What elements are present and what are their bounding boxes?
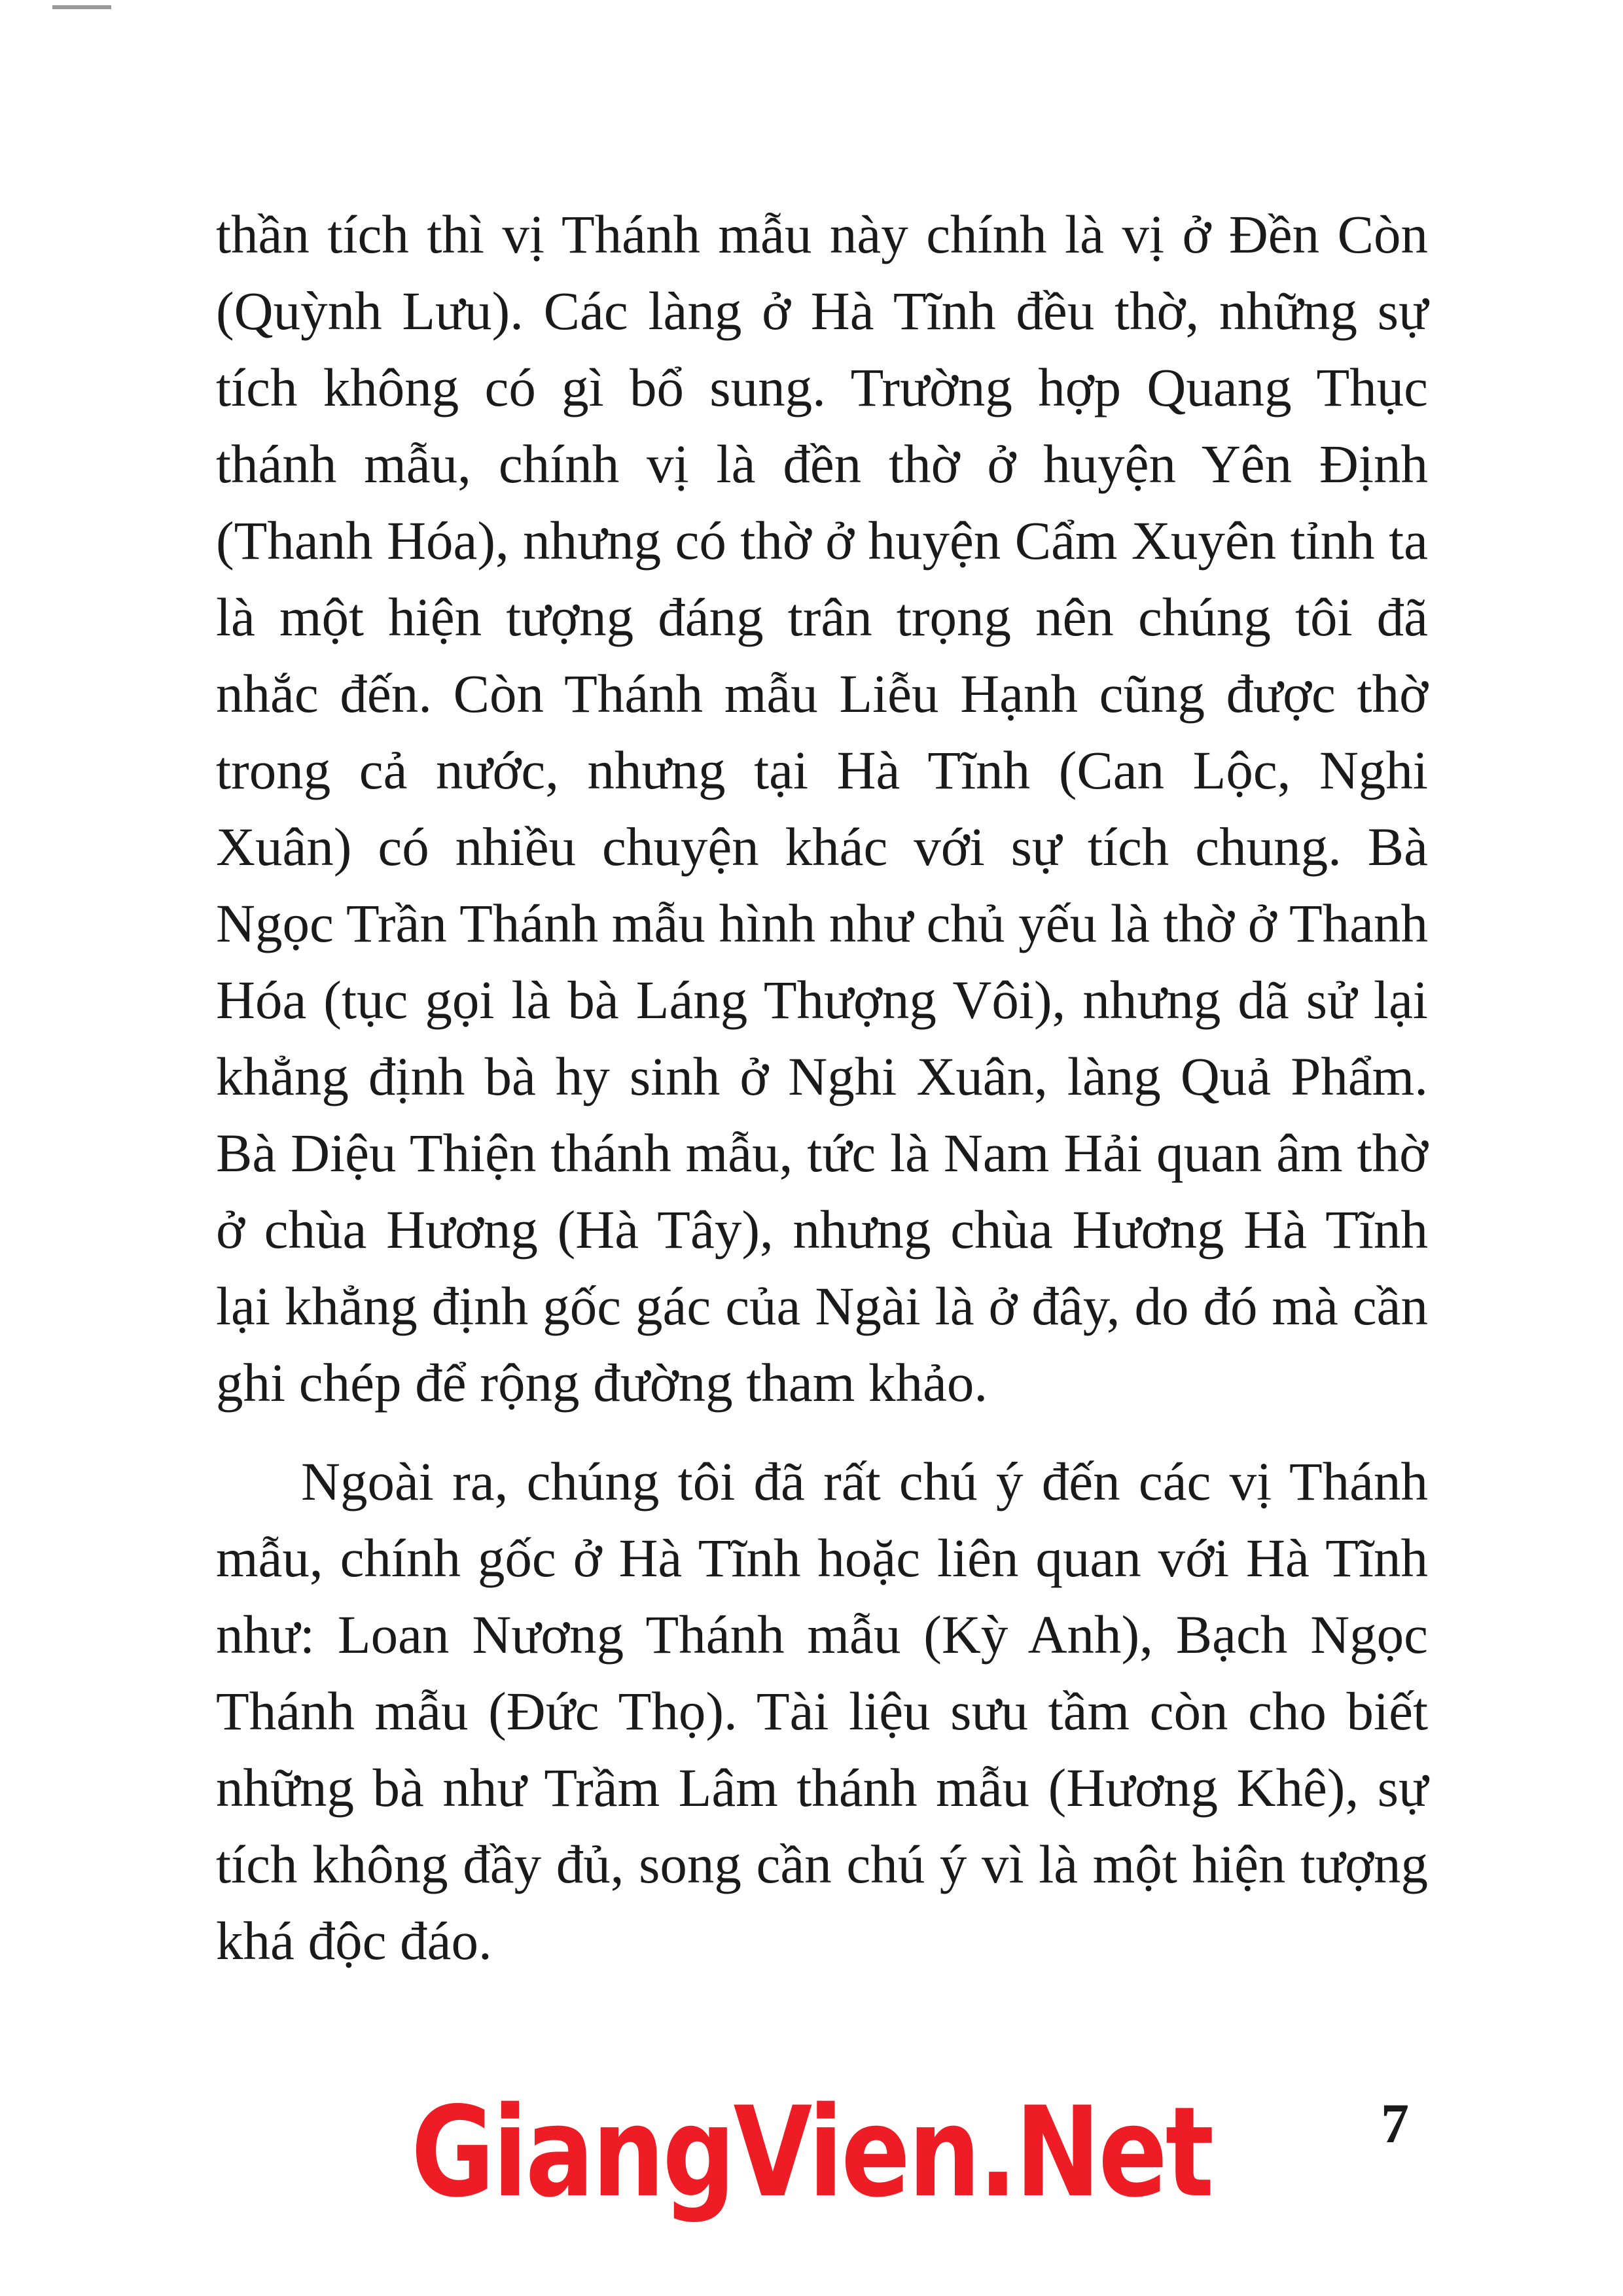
body-text: [216, 196, 1428, 1979]
page-number: 7: [1381, 2092, 1409, 2155]
watermark-logo: GiangVien.Net: [411, 2080, 1212, 2225]
paragraph-2: Ngoài ra, chúng tôi đã rất chú ý đến các vị Thánh mẫu, chính gốc ở Hà Tĩnh hoặc liên quan với Hà Tĩnh như: Loan Nương Thánh mẫu (Kỳ Anh), Bạch Ngọc Thánh mẫu (Đức Thọ). Tài liệu sưu tầm còn cho biết những bà như Trầm Lâm thánh mẫu (Hương Khê), sự tích không đầy đủ, song cần chú ý vì là một hiện tượng khá độc đáo.: [216, 1451, 1428, 1971]
scan-edge-mark: [52, 5, 111, 9]
paragraph-1: thần tích thì vị Thánh mẫu này chính là vị ở Đền Còn (Quỳnh Lưu). Các làng ở Hà Tĩnh đều thờ, những sự tích không có gì bổ sung. Trường hợp Quang Thục thánh mẫu, chính vị là đền thờ ở huyện Yên Định (Thanh Hóa), nhưng có thờ ở huyện Cẩm Xuyên tỉnh ta là một hiện tượng đáng trân trọng nên chúng tôi đã nhắc đến. Còn Thánh mẫu Liễu Hạnh cũng được thờ trong cả nước, nhưng tại Hà Tĩnh (Can Lộc, Nghi Xuân) có nhiều chuyện khác với sự tích chung. Bà Ngọc Trần Thánh mẫu hình như chủ yếu là thờ ở Thanh Hóa (tục gọi là bà Láng Thượng Vôi), nhưng dã sử lại khẳng định bà hy sinh ở Nghi Xuân, làng Quả Phẩm. Bà Diệu Thiện thánh mẫu, tức là Nam Hải quan âm thờ ở chùa Hương (Hà Tây), nhưng chùa Hương Hà Tĩnh lại khẳng định gốc gác của Ngài là ở đây, do đó mà cần ghi chép để rộng đường tham khảo.: [216, 204, 1428, 1413]
